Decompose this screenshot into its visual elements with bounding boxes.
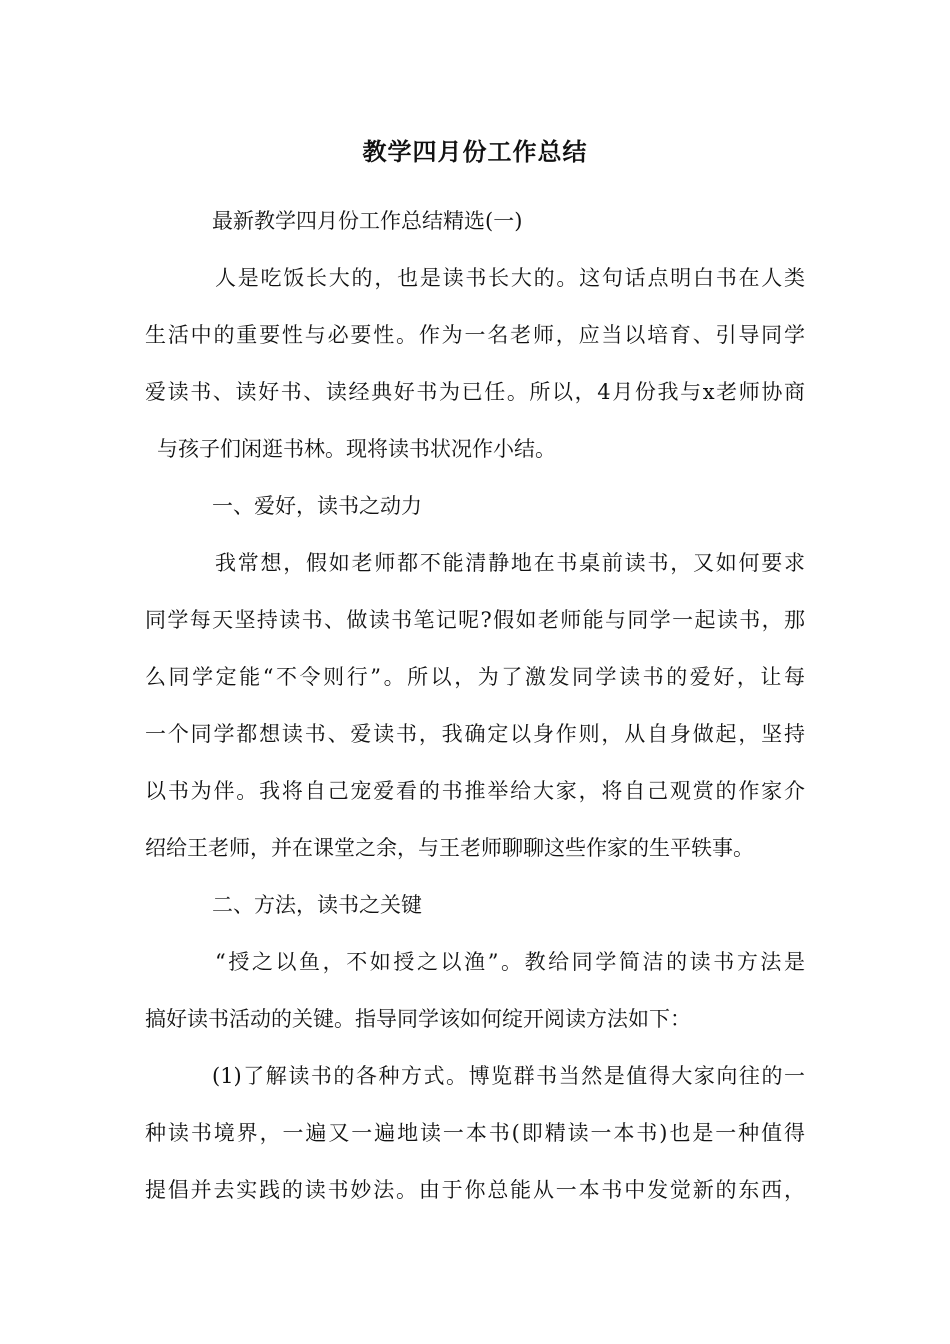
- section-heading: 二、方法，读书之关键: [212, 893, 422, 917]
- paragraph-line: 生活中的重要性与必要性。作为一名老师，应当以培育、引导同学: [145, 323, 805, 347]
- section-heading: 一、爱好，读书之动力: [212, 494, 422, 518]
- paragraph-line: 同学每天坚持读书、做读书笔记呢?假如老师能与同学一起读书，那: [145, 608, 805, 632]
- paragraph-line: 以书为伴。我将自己宠爱看的书推举给大家，将自己观赏的作家介: [145, 779, 805, 803]
- paragraph-line: 与孩子们闲逛书林。现将读书状况作小结。: [157, 437, 556, 461]
- paragraph-line: 我常想，假如老师都不能清静地在书桌前读书，又如何要求: [215, 551, 805, 575]
- paragraph-line: 么同学定能“不令则行”。所以，为了激发同学读书的爱好，让每: [145, 665, 805, 689]
- paragraph-line: (1)了解读书的各种方式。博览群书当然是值得大家向往的一: [212, 1064, 805, 1088]
- paragraph-line: 绍给王老师，并在课堂之余，与王老师聊聊这些作家的生平轶事。: [145, 836, 754, 860]
- paragraph-line: “授之以鱼，不如授之以渔”。教给同学简洁的读书方法是: [215, 950, 805, 974]
- paragraph-line: 搞好读书活动的关键。指导同学该如何绽开阅读方法如下：: [145, 1007, 691, 1031]
- document-title: 教学四月份工作总结: [362, 137, 588, 166]
- paragraph-line: 人是吃饭长大的，也是读书长大的。这句话点明白书在人类: [215, 266, 805, 290]
- paragraph-line: 一个同学都想读书、爱读书，我确定以身作则，从自身做起，坚持: [145, 722, 805, 746]
- subtitle-line: 最新教学四月份工作总结精选(一): [212, 209, 523, 233]
- paragraph-line: 种读书境界，一遍又一遍地读一本书(即精读一本书)也是一种值得: [145, 1121, 805, 1145]
- paragraph-line: 提倡并去实践的读书妙法。由于你总能从一本书中发觉新的东西，: [145, 1178, 805, 1202]
- paragraph-line: 爱读书、读好书、读经典好书为已任。所以，4月份我与x老师协商: [145, 380, 805, 404]
